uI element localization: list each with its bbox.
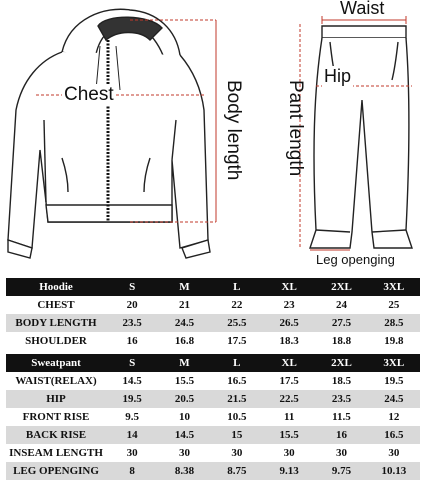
table-cell: 15 — [211, 426, 263, 444]
row-label: INSEAM LENGTH — [6, 444, 106, 462]
table-row — [6, 296, 420, 314]
table-cell: 12 — [368, 408, 420, 426]
hoodie-illustration — [8, 9, 210, 258]
hoodie-header-row — [6, 278, 420, 296]
table-header-cell: Hoodie — [6, 278, 106, 296]
table-row — [6, 426, 420, 444]
table-cell: 18.8 — [315, 332, 367, 350]
table-cell: 19.8 — [368, 332, 420, 350]
table-header-cell: M — [158, 354, 210, 372]
table-row — [6, 462, 420, 480]
table-row — [6, 372, 420, 390]
table-cell: 22 — [211, 296, 263, 314]
table-header-cell: 3XL — [368, 354, 420, 372]
table-cell: 30 — [315, 444, 367, 462]
table-cell: 27.5 — [315, 314, 367, 332]
row-label: SHOULDER — [6, 332, 106, 350]
pant-length-label: Pant length — [285, 80, 306, 177]
row-label: HIP — [6, 390, 106, 408]
table-cell: 22.5 — [263, 390, 315, 408]
table-cell: 9.13 — [263, 462, 315, 480]
sweatpant-size-table — [6, 354, 420, 480]
table-row — [6, 390, 420, 408]
table-cell: 16.5 — [368, 426, 420, 444]
table-header-cell: S — [106, 278, 158, 296]
table-cell: 16 — [315, 426, 367, 444]
row-label: CHEST — [6, 296, 106, 314]
table-cell: 20.5 — [158, 390, 210, 408]
table-cell: 19.5 — [368, 372, 420, 390]
body-length-label: Body length — [223, 80, 244, 181]
table-cell: 23.5 — [106, 314, 158, 332]
table-cell: 30 — [211, 444, 263, 462]
table-cell: 9.75 — [315, 462, 367, 480]
table-header-cell: Sweatpant — [6, 354, 106, 372]
row-label: LEG OPENGING — [6, 462, 106, 480]
table-row — [6, 314, 420, 332]
table-cell: 8.75 — [211, 462, 263, 480]
table-cell: 25 — [368, 296, 420, 314]
table-cell: 15.5 — [263, 426, 315, 444]
table-cell: 21.5 — [211, 390, 263, 408]
table-header-cell: 2XL — [315, 354, 367, 372]
table-cell: 18.5 — [315, 372, 367, 390]
table-cell: 21 — [158, 296, 210, 314]
table-cell: 8 — [106, 462, 158, 480]
table-header-cell: L — [211, 354, 263, 372]
table-cell: 9.5 — [106, 408, 158, 426]
table-header-cell: XL — [263, 354, 315, 372]
table-cell: 16.5 — [211, 372, 263, 390]
table-cell: 11 — [263, 408, 315, 426]
table-cell: 30 — [106, 444, 158, 462]
leg-opening-label: Leg openging — [316, 252, 395, 267]
table-cell: 17.5 — [263, 372, 315, 390]
table-header-cell: M — [158, 278, 210, 296]
table-cell: 17.5 — [211, 332, 263, 350]
table-header-cell: L — [211, 278, 263, 296]
table-header-cell: S — [106, 354, 158, 372]
table-cell: 26.5 — [263, 314, 315, 332]
table-header-cell: XL — [263, 278, 315, 296]
hip-label: Hip — [324, 66, 352, 86]
table-cell: 14.5 — [158, 426, 210, 444]
table-cell: 14.5 — [106, 372, 158, 390]
row-label: WAIST(RELAX) — [6, 372, 106, 390]
table-cell: 30 — [263, 444, 315, 462]
chest-label: Chest — [64, 84, 114, 105]
table-cell: 14 — [106, 426, 158, 444]
table-cell: 24 — [315, 296, 367, 314]
table-header-cell: 2XL — [315, 278, 367, 296]
pants-illustration — [310, 26, 412, 248]
table-cell: 24.5 — [158, 314, 210, 332]
table-header-cell: 3XL — [368, 278, 420, 296]
table-cell: 30 — [158, 444, 210, 462]
table-cell: 23.5 — [315, 390, 367, 408]
table-cell: 24.5 — [368, 390, 420, 408]
table-cell: 10.13 — [368, 462, 420, 480]
table-row — [6, 444, 420, 462]
table-cell: 28.5 — [368, 314, 420, 332]
row-label: BACK RISE — [6, 426, 106, 444]
waist-label: Waist — [340, 0, 385, 18]
table-cell: 8.38 — [158, 462, 210, 480]
table-cell: 23 — [263, 296, 315, 314]
sweatpant-header-row — [6, 354, 420, 372]
table-cell: 11.5 — [315, 408, 367, 426]
table-cell: 16 — [106, 332, 158, 350]
table-cell: 30 — [368, 444, 420, 462]
table-cell: 20 — [106, 296, 158, 314]
row-label: BODY LENGTH — [6, 314, 106, 332]
row-label: FRONT RISE — [6, 408, 106, 426]
table-cell: 10 — [158, 408, 210, 426]
table-row — [6, 408, 420, 426]
table-cell: 16.8 — [158, 332, 210, 350]
table-cell: 19.5 — [106, 390, 158, 408]
table-cell: 15.5 — [158, 372, 210, 390]
hoodie-size-table — [6, 278, 420, 350]
table-cell: 18.3 — [263, 332, 315, 350]
table-cell: 10.5 — [211, 408, 263, 426]
table-row — [6, 332, 420, 350]
table-cell: 25.5 — [211, 314, 263, 332]
